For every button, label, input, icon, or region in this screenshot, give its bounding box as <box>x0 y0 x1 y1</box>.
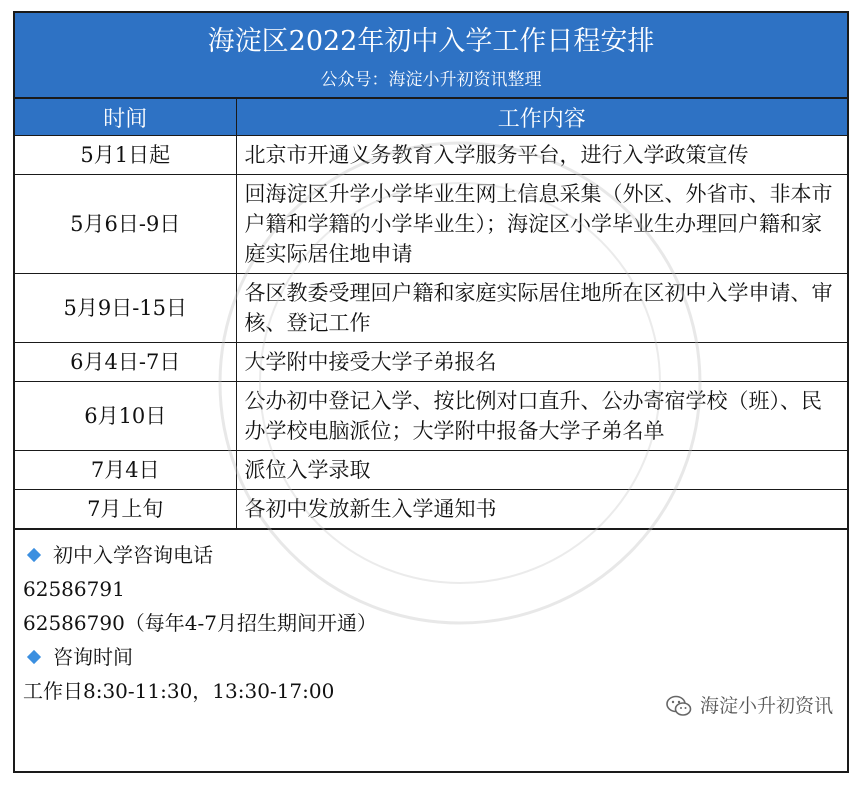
column-header-time: 时间 <box>15 99 236 136</box>
brand-label: 海淀小升初资讯 <box>699 695 833 717</box>
contact-section <box>15 529 847 729</box>
brand-watermark <box>666 689 833 723</box>
table-row <box>15 136 847 175</box>
header-banner <box>15 13 847 99</box>
table-header-row <box>15 99 847 136</box>
row-date: 7月上旬 <box>15 490 236 529</box>
hours-heading: 咨询时间 <box>53 645 133 669</box>
table-row <box>15 490 847 529</box>
table-row <box>15 451 847 490</box>
row-content: 大学附中接受大学子弟报名 <box>236 343 847 382</box>
row-date: 6月4日-7日 <box>15 343 236 382</box>
hours-heading-line <box>23 640 847 674</box>
diamond-bullet-icon <box>27 650 41 664</box>
page-subtitle: 公众号：海淀小升初资讯整理 <box>320 70 542 90</box>
diamond-bullet-icon <box>27 548 41 562</box>
phone-heading: 初中入学咨询电话 <box>53 543 213 567</box>
table-row <box>15 343 847 382</box>
row-content: 回海淀区升学小学毕业生网上信息采集（外区、外省市、非本市户籍和学籍的小学毕业生）；海淀区小学毕业生办理回户籍和家庭实际居住地申请 <box>236 175 847 274</box>
row-date: 5月1日起 <box>15 136 236 175</box>
phone-heading-line <box>23 538 847 572</box>
table-row <box>15 382 847 451</box>
wechat-icon <box>666 695 692 717</box>
table-row <box>15 274 847 343</box>
row-content: 各区教委受理回户籍和家庭实际居住地所在区初中入学申请、审核、登记工作 <box>236 274 847 343</box>
page-title: 海淀区2022年初中入学工作日程安排 <box>207 26 655 57</box>
row-content: 各初中发放新生入学通知书 <box>236 490 847 529</box>
row-content: 公办初中登记入学、按比例对口直升、公办寄宿学校（班）、民办学校电脑派位；大学附中报备大学子弟名单 <box>236 382 847 451</box>
row-content: 派位入学录取 <box>236 451 847 490</box>
consult-hours: 工作日8:30-11:30，13:30-17:00 <box>23 679 335 703</box>
row-content: 北京市开通义务教育入学服务平台，进行入学政策宣传 <box>236 136 847 175</box>
column-header-content: 工作内容 <box>236 99 847 136</box>
schedule-table <box>15 99 847 529</box>
row-date: 5月6日-9日 <box>15 175 236 274</box>
phone-number-2: 62586790（每年4-7月招生期间开通） <box>23 611 378 635</box>
table-row <box>15 175 847 274</box>
schedule-card <box>13 11 849 773</box>
phone-number-1: 62586791 <box>23 577 125 601</box>
row-date: 6月10日 <box>15 382 236 451</box>
row-date: 5月9日-15日 <box>15 274 236 343</box>
row-date: 7月4日 <box>15 451 236 490</box>
